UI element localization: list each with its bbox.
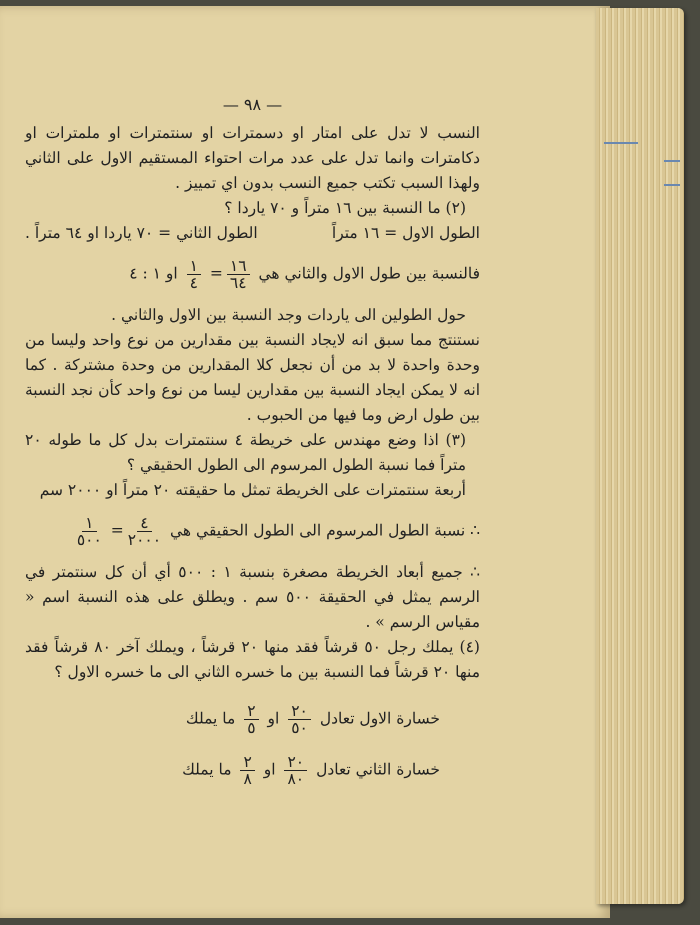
paragraph-conclusion: نستنتج مما سبق انه لايجاد النسبة بين مقدارين من نوع واحد وليسا من وحدة واحدة لا بد من أن نجعل كلا المقدارين من وحدة مشتركة . كما انه لا يمكن ايجاد النسبة بين مقدارين ليسا من نوع واحد كأن نجد النسبة بين طول ارض وما فيها من الحبوب . (25, 331, 480, 424)
page-text (25, 92, 480, 795)
question-2-lengths (25, 221, 480, 246)
fraction: $\frac{٢}{٨}$ (240, 754, 254, 787)
fraction: $\frac{١}{٤}$ (187, 258, 201, 291)
second-length: الطول الثاني = ٧٠ ياردا او ٦٤ متراً . (25, 224, 258, 242)
question-4-second-loss: خسارة الثاني تعادل $\frac{٢٠}{٨٠}$ او $\frac{٢}{٨}$ ما يملك (182, 753, 440, 788)
fraction: $\frac{٢٠}{٥٠}$ (288, 703, 311, 736)
question-4-first-loss: خسارة الاول تعادل $\frac{٢٠}{٥٠}$ او $\frac{٢}{٥}$ ما يملك (185, 702, 440, 737)
question-3: (٣) اذا وضع مهندس على خريطة ٤ سنتمترات بدل كل ما طوله ٢٠ متراً فما نسبة الطول المرسوم الى الطول الحقيقي ؟ (25, 431, 466, 474)
fraction: $\frac{٢}{٥}$ (244, 703, 258, 736)
question-3-ratio: ∴ نسبة الطول المرسوم الى الطول الحقيقي هي $\frac{٤}{٢٠٠٠}$ = $\frac{١}{٥٠٠}$ (76, 514, 480, 549)
edge-tab (664, 184, 680, 186)
fraction: $\frac{١}{٥٠٠}$ (76, 514, 102, 549)
question-2-ratio: فالنسبة بين طول الاول والثاني هي $\frac{١٦}{٦٤}$ = $\frac{١}{٤}$ او ١ : ٤ (129, 257, 480, 292)
fraction: $\frac{٤}{٢٠٠٠}$ (127, 514, 162, 549)
fraction: $\frac{٢٠}{٨٠}$ (284, 754, 307, 787)
question-4: (٤) يملك رجل ٥٠ قرشاً فقد منها ٢٠ قرشاً ، ويملك آخر ٨٠ قرشاً فقد منها ٢٠ قرشاً فما النسبة بين ما خسره الثاني الى ما خسره الاول ؟ (25, 638, 480, 681)
question-2: (٢) ما النسبة بين ١٦ متراً و ٧٠ ياردا ؟ (224, 199, 466, 217)
edge-tab (664, 160, 680, 162)
fraction: $\frac{١٦}{٦٤}$ (227, 258, 250, 291)
exercise-convert-yards: حول الطولين الى ياردات وجد النسبة بين الاول والثاني . (111, 306, 466, 324)
page-number: — ٩٨ — (222, 95, 283, 114)
paragraph-ratios-note: النسب لا تدل على امتار او دسمترات او سنتمترات او ملمترات او دكامترات وانما تدل على عدد مرات احتواء المستقيم الاول على الثاني ولهذا السبب تكتب جميع النسب بدون اي تمييز . (25, 124, 480, 192)
first-length: الطول الاول = ١٦ متراً (331, 224, 480, 242)
question-3-conclusion: ∴ جميع أبعاد الخريطة مصغرة بنسبة ١ : ٥٠٠ أي أن كل سنتمتر في الرسم يمثل في الحقيقة ٥٠٠ سم . ويطلق على هذه النسبة اسم « مقياس الرسم » . (25, 563, 480, 631)
edge-tab (604, 142, 638, 144)
question-3-statement: أربعة سنتمترات على الخريطة تمثل ما حقيقته ٢٠ متراً او ٢٠٠٠ سم (39, 481, 466, 499)
